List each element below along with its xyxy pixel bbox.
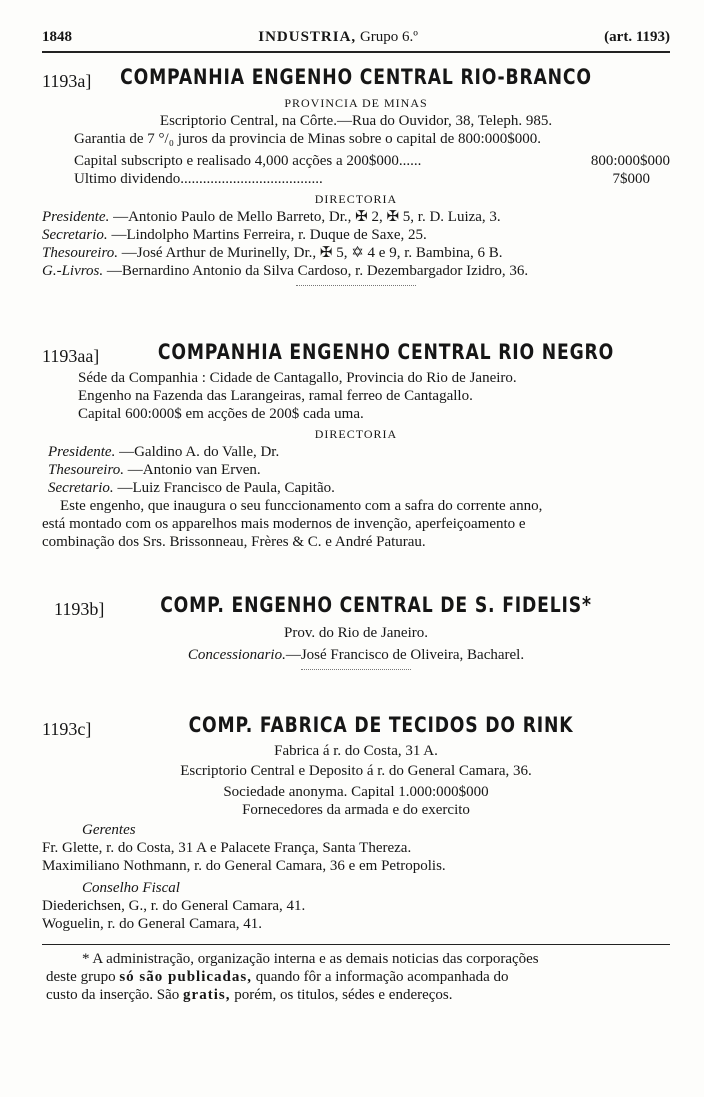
manager-row: Maximiliano Nothmann, r. do General Camara, 36 e em Petropolis. [42,858,446,874]
company-name: COMP. ENGENHO CENTRAL DE S. FIDELIS* [160,593,592,617]
capital-value: 800:000$000 [590,153,670,169]
capital-line [42,152,670,170]
office-line: Escriptorio Central e Deposito á r. do General Camara, 36. [180,763,532,779]
concessionaire-row: Concessionario.—José Francisco de Oliveira, Bacharel. [187,647,525,663]
seat-line: Séde da Companhia : Cidade de Cantagallo, Provincia do Rio de Janeiro. [78,370,517,386]
directoria-label: DIRECTORIA [314,427,398,441]
entry-1193a [42,65,670,287]
factory-line: Fabrica á r. do Costa, 31 A. [274,743,438,759]
director-row: Secretario. —Luiz Francisco de Paula, Capitão. [48,480,335,496]
guarantee-line: Garantia de 7 °/₀ juros da provincia de Minas sobre o capital de 800:000$000. [74,131,541,147]
footnote [46,950,670,1004]
header-rule [42,51,670,53]
manager-row: Fr. Glette, r. do Costa, 31 A e Palacete França, Santa Thereza. [42,840,412,856]
company-name: COMPANHIA ENGENHO CENTRAL RIO NEGRO [157,340,615,364]
society-line: Sociedade anonyma. Capital 1.000:000$000 [223,784,489,800]
article-reference: (art. 1193) [604,29,670,45]
council-row: Diederichsen, G., r. do General Camara, 41. [42,898,306,914]
company-name: COMPANHIA ENGENHO CENTRAL RIO-BRANCO [120,65,592,89]
entry-number: 1193c] [42,719,92,739]
section-title: INDUSTRIA, [258,29,357,45]
conselho-label: Conselho Fiscal [82,880,180,896]
running-title [258,28,418,46]
office-line: Escriptorio Central, na Côrte.—Rua do Ouvidor, 38, Teleph. 985. [159,113,553,129]
directoria-label: DIRECTORIA [314,192,398,206]
council-row: Woguelin, r. do General Camara, 41. [42,916,262,932]
director-row: Presidente. —Antonio Paulo de Mello Barreto, Dr., ✠ 2, ✠ 5, r. D. Luiza, 3. [42,209,501,225]
page-number: 1848 [42,29,72,45]
footnote-line: custo da inserção. São gratis, porém, os titulos, sédes e endereços. [46,987,453,1003]
director-row: Presidente. —Galdino A. do Valle, Dr. [48,444,280,460]
entry-number: 1193aa] [42,346,100,366]
capital-line: Capital 600:000$ em acções de 200$ cada uma. [78,406,364,422]
gerentes-label: Gerentes [82,822,136,838]
province: PROVINCIA DE MINAS [284,96,428,110]
page-header [42,28,670,50]
description-line: Este engenho, que inaugura o seu funccionamento com a safra do corrente anno, [60,498,543,514]
description-line: combinação dos Srs. Brissonneau, Frères & C. e André Paturau. [42,534,426,550]
director-row: Thesoureiro. —Antonio van Erven. [48,462,261,478]
entry-1193aa [42,340,670,551]
group-label: Grupo 6.º [359,29,418,45]
dividend-line [42,170,670,188]
director-row: G.-Livros. —Bernardino Antonio da Silva Cardoso, r. Dezembargador Izidro, 36. [42,263,529,279]
company-name: COMP. FABRICA DE TECIDOS DO RINK [188,713,574,737]
director-row: Thesoureiro. —José Arthur de Murinelly, Dr., ✠ 5, ✡ 4 e 9, r. Bambina, 6 B. [42,245,503,261]
capital-text: Capital subscripto e realisado 4,000 acções a 200$000...... [74,153,422,169]
entry-number: 1193b] [54,599,105,619]
footnote-line: deste grupo só são publicadas, quando fôr a informação acompanhada do [46,969,509,985]
separator [301,669,411,671]
director-row: Secretario. —Lindolpho Martins Ferreira, r. Duque de Saxe, 25. [42,227,427,243]
entry-1193b [42,593,670,671]
suppliers-line: Fornecedores da armada e do exercito [242,802,470,818]
description-line: está montado com os apparelhos mais modernos de invenção, aperfeiçoamento e [42,516,526,532]
dividend-text: Ultimo dividendo...................................... [74,171,323,187]
entry-number: 1193a] [42,71,92,91]
separator [296,285,416,287]
footnote-rule [42,944,670,945]
footnote-line: * A administração, organização interna e as demais noticias das corporações [82,951,539,967]
province: Prov. do Rio de Janeiro. [283,625,428,641]
mill-line: Engenho na Fazenda das Larangeiras, ramal ferreo de Cantagallo. [78,388,473,404]
dividend-value: 7$000 [612,171,650,187]
entry-1193c [42,713,670,933]
